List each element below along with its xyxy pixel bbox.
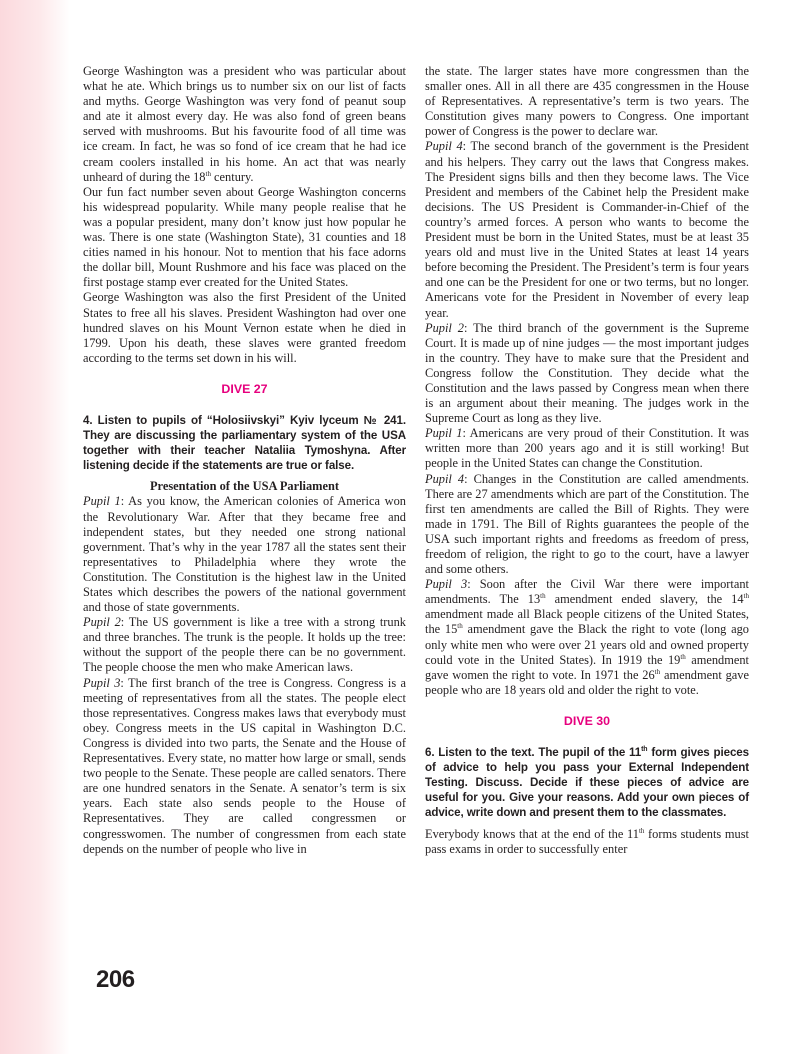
speaker-label: Pupil 4 (425, 471, 465, 486)
speaker-label: Pupil 3 (83, 675, 121, 690)
speaker-label: Pupil 2 (425, 320, 464, 335)
speaker-label: Pupil 1 (425, 426, 463, 441)
right-column (425, 64, 749, 857)
dive-27-heading: DIVE 27 (221, 381, 268, 396)
dialogue-line: Pupil 4: The second branch of the government is the President and his helpers. They carry out the laws that Congress makes. The President signs bills and then they become laws. The Vice President and members of the Cabinet help the President make decisions. The US President is Commander-in-Chief of the country’s armed forces. A person who wants to become the President must be born in the United States, must be at least 35 years old and must live in the United States at least 14 years before becoming the President. The President’s term is four years and one can be the President for one or two terms, but no longer. Americans vote for the President in November of every leap year. (425, 139, 750, 320)
dialogue-line: Pupil 1: Americans are very proud of their Constitution. It was written more than 200 years ago and it is still working! But people in the United States can change the Constitution. (425, 426, 749, 471)
paragraph: Everybody knows that at the end of the 11th forms students must pass exams in order to successfully enter (425, 826, 749, 856)
speaker-label: Pupil 3 (425, 577, 468, 592)
paragraph: Our fun fact number seven about George Washington concerns his widespread popularity. While many people realise that he was a popular president, many don’t know just how popular he was. There is one state (Washington State), 31 counties and 18 cities named in his honour. Not to mention that his face adorns the dollar bill, Mount Rushmore and his face was placed on the first postage stamp ever created for the United States. (83, 184, 406, 290)
dialogue-line: Pupil 3: The first branch of the tree is Congress. Congress is a meeting of representatives from all the states. The people elect those representatives. Congress makes laws that everybody must obey. Congress meets in the US capital in Washington D.C. Congress is divided into two parts, the Senate and the House of Representatives. Every state, no matter how large or small, sends two people to the Senate. These people are called senators. There are one hundred senators in the Senate. A senator’s term is six years. Each state also sends people to the House of Representatives. They are called congressmen or congresswomen. The number of congressmen from each state depends on the number of people who live in (83, 675, 407, 856)
dialogue-line: Pupil 4: Changes in the Constitution are called amendments. There are 27 amendments which are part of the Constitution. The first ten amendments are called the Bill of Rights. They were made in 1791. The Bill of Rights guarantees the people of the USA such important rights and freedoms as freedom of press, freedom of religion, the right to go to the court, have a lawyer and some others. (425, 471, 749, 577)
dialogue-line: Pupil 3: Soon after the Civil War there were important amendments. The 13th amendment ended slavery, the 14th amendment made all Black people citizens of the United States, the 15th amendment gave the Black the right to vote (long ago only white men who were over 21 years old and owned property could vote in the United States). In 1919 the 19th amendment gave women the right to vote. In 1971 the 26th amendment gave people who are 18 years old and older the right to vote. (425, 577, 749, 697)
speaker-label: Pupil 4 (425, 139, 463, 154)
dialogue-line: Pupil 2: The third branch of the government is the Supreme Court. It is made up of nine judges — the most important judges in the country. They have to make sure that the President and Congress follow the Constitution. They decide what the Constitution and the laws passed by Congress mean when there is an argument about their meaning. The judges work in the Supreme Court as long as they live. (425, 320, 749, 426)
task-4-instructions: 4. Listen to pupils of “Holosiivskyi” Kyiv lyceum № 241. They are discussing the parliamentary system of the USA together with their teacher Nataliia Tymoshyna. After listening decide if the statements are true or false. (83, 413, 406, 473)
speaker-label: Pupil 2 (83, 615, 121, 630)
paragraph: George Washington was a president who was particular about what he ate. Which brings us to number six on our list of facts and myths. George Washington was very fond of peanut soup and ate it almost every day. He was also fond of green beans served with mushrooms. But his favourite food of all time was ice cream. In fact, he was so fond of ice cream that he had ice cream coolers installed in his home. An act that was nearly unheard of during the 18th century. (83, 64, 406, 184)
page-number: 206 (96, 966, 135, 993)
left-column (83, 64, 406, 857)
dialogue-line: Pupil 2: The US government is like a tree with a strong trunk and three branches. The trunk is the people. It holds up the tree: without the support of the people there can be no government. The people choose the men who make American laws. (83, 615, 406, 675)
paragraph: the state. The larger states have more congressmen than the smaller ones. All in all there are 435 congressmen in the House of Representatives. A representative’s term is two years. The Constitution gives many powers to Congress. One important power of Congress is the power to declare war. (425, 64, 749, 139)
dive-30-heading: DIVE 30 (563, 713, 611, 728)
speaker-label: Pupil 1 (83, 494, 121, 509)
dialogue-line: Pupil 1: As you know, the American colonies of America won the Revolutionary War. After that they became free and independent states, but they needed one strong national government. That’s why in the year 1787 all the states sent their representatives to Philadelphia where they wrote the Constitution. The Constitution is the highest law in the United States which describes the powers of the national government and those of state governments. (83, 494, 406, 615)
paragraph: George Washington was also the first President of the United States to free all his slaves. President Washington had over one hundred slaves on his Mount Vernon estate when he died in 1799. Upon his death, these slaves were granted freedom according to the terms set down in his will. (83, 290, 406, 365)
presentation-title: Presentation of the USA Parliament (149, 479, 340, 494)
task-6-instructions: 6. Listen to the text. The pupil of the 11th form gives pieces of advice to help you pass your External Independent Testing. Discuss. Decide if these pieces of advice are useful for you. Give your reasons. Add your own pieces of advice, write down and present them to the classmates. (425, 746, 749, 820)
